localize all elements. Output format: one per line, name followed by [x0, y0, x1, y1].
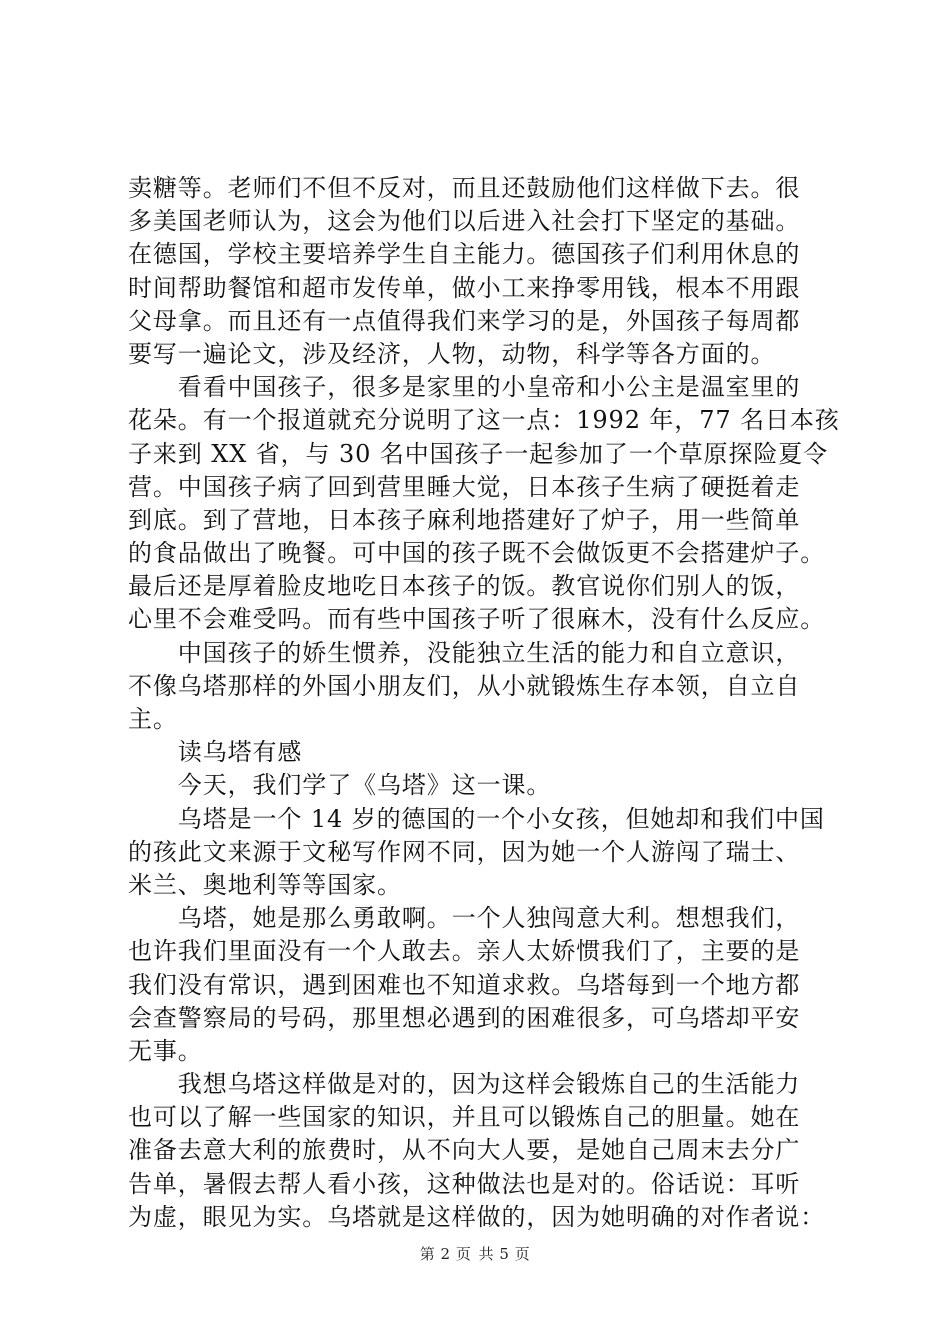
- text-line: 乌塔是一个 14 岁的德国的一个小女孩，但她却和我们中国: [128, 804, 825, 833]
- text-line: 我想乌塔这样做是对的，因为这样会锻炼自己的生活能力: [128, 1070, 801, 1099]
- text-line: 的食品做出了晚餐。可中国的孩子既不会做饭更不会搭建炉子。: [128, 539, 826, 568]
- section-heading: 读乌塔有感: [128, 738, 303, 767]
- text-line: 子来到 XX 省，与 30 名中国孩子一起参加了一个草原探险夏令: [128, 439, 829, 468]
- text-line: 看看中国孩子，很多是家里的小皇帝和小公主是温室里的: [128, 373, 801, 402]
- text-line: 米兰、奥地利等等国家。: [128, 870, 402, 899]
- text-line: 的孩此文来源于文秘写作网不同，因为她一个人游闯了瑞士、: [128, 837, 801, 866]
- text-line: 告单，暑假去帮人看小孩，这种做法也是对的。俗话说：耳听: [128, 1169, 801, 1198]
- text-line: 我们没有常识，遇到困难也不知道求救。乌塔每到一个地方都: [128, 970, 801, 999]
- text-line: 时间帮助餐馆和超市发传单，做小工来挣零用钱，根本不用跟: [128, 273, 801, 302]
- text-line: 多美国老师认为，这会为他们以后进入社会打下坚定的基础。: [128, 207, 801, 236]
- text-line: 花朵。有一个报道就充分说明了这一点：1992 年，77 名日本孩: [128, 406, 840, 435]
- page-total: 共 5 页: [478, 1245, 531, 1263]
- body-text: [128, 172, 840, 1234]
- text-line: 今天，我们学了《乌塔》这一课。: [128, 771, 552, 800]
- text-line: 在德国，学校主要培养学生自主能力。德国孩子们利用休息的: [128, 240, 801, 269]
- text-line: 要写一遍论文，涉及经济，人物，动物，科学等各方面的。: [128, 339, 776, 368]
- text-line: 无事。: [128, 1036, 203, 1065]
- text-line: 心里不会难受吗。而有些中国孩子听了很麻木，没有什么反应。: [128, 605, 826, 634]
- text-line: 父母拿。而且还有一点值得我们来学习的是，外国孩子每周都: [128, 306, 801, 335]
- page-footer: [0, 1243, 950, 1264]
- text-line: 营。中国孩子病了回到营里睡大觉，日本孩子生病了硬挺着走: [128, 472, 801, 501]
- text-line: 不像乌塔那样的外国小朋友们，从小就锻炼生存本领，自立自: [128, 671, 801, 700]
- text-line: 中国孩子的娇生惯养，没能独立生活的能力和自立意识，: [128, 638, 801, 667]
- text-line: 也许我们里面没有一个人敢去。亲人太娇惯我们了，主要的是: [128, 937, 801, 966]
- text-line: 乌塔，她是那么勇敢啊。一个人独闯意大利。想想我们，: [128, 904, 801, 933]
- text-line: 会查警察局的号码，那里想必遇到的困难很多，可乌塔却平安: [128, 1003, 801, 1032]
- text-line: 最后还是厚着脸皮地吃日本孩子的饭。教官说你们别人的饭，: [128, 572, 801, 601]
- text-line: 到底。到了营地，日本孩子麻利地搭建好了炉子，用一些简单: [128, 505, 801, 534]
- page-number: 第 2 页: [419, 1245, 472, 1263]
- text-line: 准备去意大利的旅费时，从不向大人要，是她自己周末去分广: [128, 1136, 801, 1165]
- text-line: 为虚，眼见为实。乌塔就是这样做的，因为她明确的对作者说：: [128, 1202, 826, 1231]
- text-line: 也可以了解一些国家的知识，并且可以锻炼自己的胆量。她在: [128, 1103, 801, 1132]
- text-line: 卖糖等。老师们不但不反对，而且还鼓励他们这样做下去。很: [128, 174, 801, 202]
- text-line: 主。: [128, 705, 178, 733]
